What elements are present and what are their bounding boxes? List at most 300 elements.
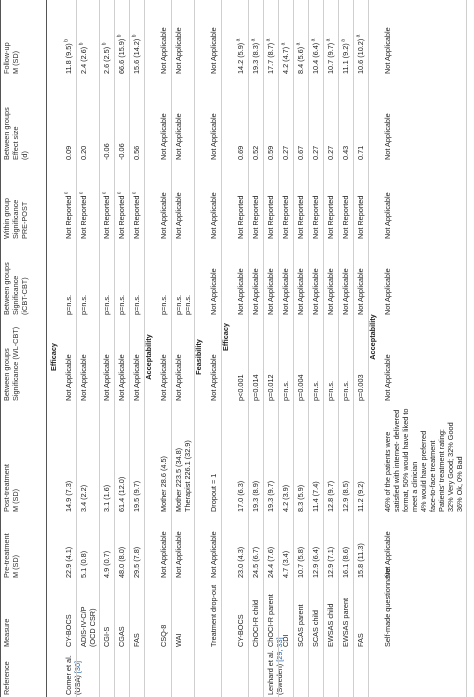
cell-line: Not Applicable xyxy=(383,268,392,315)
table-row xyxy=(171,0,194,697)
table-row xyxy=(61,0,76,697)
cell-line: 0.43 xyxy=(341,145,350,160)
cell-fu xyxy=(159,27,168,74)
footnote-marker: a xyxy=(310,38,317,43)
cell-line: 11.2 (9.2) xyxy=(356,481,365,512)
cell-line: Not Applicable xyxy=(174,354,183,401)
cell-line: Not Applicable xyxy=(64,354,73,401)
cell-line: p=0.012 xyxy=(266,374,275,401)
cell-line: Not Applicable xyxy=(236,268,245,315)
cell-wl xyxy=(296,374,305,401)
cell-line: ChOCI-R child xyxy=(251,599,260,647)
cell-fu xyxy=(296,43,305,74)
cell-line: 8.4 (5.6) $^a$ xyxy=(295,42,305,74)
section-label: Feasibility xyxy=(194,339,203,375)
cell-line: Not Applicable xyxy=(209,192,218,239)
footnote-marker: a xyxy=(340,39,347,44)
cell-fu xyxy=(251,39,260,74)
cell-line: face-to-face treatment xyxy=(428,440,437,512)
cell-line: p=n.s. xyxy=(183,294,192,315)
cell-line: Not Applicable xyxy=(281,268,290,315)
cell-line: 0.52 xyxy=(251,145,260,160)
cell-measure xyxy=(296,604,305,647)
cell-line: p=n.s. xyxy=(326,380,335,401)
cell-line: Not Reported xyxy=(236,195,245,239)
cell-line: 12.9 (8.5) xyxy=(341,480,350,512)
cell-line: Not Applicable xyxy=(356,268,365,315)
cell-line: 0.71 xyxy=(356,145,365,160)
header-within xyxy=(2,198,29,239)
cell-line: 16.1 (8.6) xyxy=(341,546,350,578)
cell-line: SCAS parent xyxy=(296,604,305,647)
table-row xyxy=(206,0,221,697)
table-row xyxy=(278,0,293,697)
reference-citation-link[interactable]: [30] xyxy=(73,660,82,674)
cell-fu xyxy=(132,35,141,74)
cell-line: 66.6 (15.9) $^b$ xyxy=(116,34,126,74)
header-line: M (SD) xyxy=(11,488,20,512)
cell-line: Not Applicable xyxy=(174,192,183,239)
cell-wl xyxy=(117,354,126,401)
cell-measure xyxy=(311,610,320,647)
cell-line: 17.7 (8.7) $^a$ xyxy=(265,38,275,74)
cell-line: Not Applicable xyxy=(209,113,218,160)
cell-es xyxy=(296,146,305,160)
cell-cbt xyxy=(64,295,73,315)
cell-wl xyxy=(209,354,218,401)
cell-line: FAS xyxy=(132,633,141,647)
cell-post xyxy=(64,481,73,512)
cell-pre xyxy=(79,551,88,578)
cell-line: Not Applicable xyxy=(383,531,392,578)
cell-line: 15.8 (11.3) xyxy=(356,543,365,578)
cell-line: Not Applicable xyxy=(383,27,392,74)
reference-name: Lenhard et al. xyxy=(266,650,275,695)
table-row xyxy=(233,0,248,697)
cell-within xyxy=(102,192,111,239)
cell-fu xyxy=(311,39,320,74)
cell-within xyxy=(356,196,365,239)
cell-fu xyxy=(266,39,275,74)
cell-line: p=n.s. xyxy=(159,294,168,315)
cell-line: 12.9 (7.1) xyxy=(326,546,335,578)
header-cbt xyxy=(2,262,29,315)
cell-cbt xyxy=(79,295,88,315)
cell-line: Not Applicable xyxy=(383,354,392,401)
cell-pre xyxy=(326,547,335,578)
header-line: Significance xyxy=(11,199,20,239)
cell-line: EWSAS parent xyxy=(341,597,350,647)
cell-wl xyxy=(64,354,73,401)
cell-es xyxy=(281,146,290,160)
footnote-marker: b xyxy=(101,42,108,47)
section-label: Acceptability xyxy=(368,314,377,360)
cell-measure xyxy=(159,625,168,647)
cell-line: -0.06 xyxy=(117,143,126,160)
header-line: Between groups xyxy=(2,262,11,315)
cell-line: Not Applicable xyxy=(311,268,320,315)
cell-post xyxy=(236,481,245,512)
cell-within xyxy=(64,192,73,239)
cell-line: 61.4 (12.0) xyxy=(117,476,126,512)
reference-citation-link[interactable]: [29, 33] xyxy=(275,637,284,662)
cell-fu xyxy=(236,39,245,74)
cell-within xyxy=(117,192,126,239)
row-separator xyxy=(466,0,467,697)
header-line: Follow-up xyxy=(2,42,11,74)
cell-line: SCAS child xyxy=(311,610,320,647)
cell-line: CSQ-8 xyxy=(159,624,168,647)
header-line: Effect size xyxy=(11,126,20,160)
cell-wl xyxy=(281,381,290,401)
cell-wl xyxy=(102,354,111,401)
cell-line: Not Applicable xyxy=(159,531,168,578)
cell-within xyxy=(236,196,245,239)
cell-within xyxy=(341,196,350,239)
header-reference xyxy=(2,661,11,695)
cell-es xyxy=(383,113,392,160)
section-heading xyxy=(221,0,232,697)
cell-measure xyxy=(132,633,141,647)
cell-line: 0.27 xyxy=(311,145,320,160)
header-wl xyxy=(2,327,20,401)
footnote-marker: b xyxy=(131,34,138,39)
footnote-marker: c xyxy=(131,191,138,196)
table-row xyxy=(248,0,263,697)
cell-post xyxy=(132,481,141,512)
cell-pre xyxy=(356,543,365,578)
cell-line: 19.3 (8.9) xyxy=(251,480,260,512)
cell-pre xyxy=(102,551,111,578)
cell-line: 3.4 (2.2) xyxy=(79,484,88,512)
cell-line: 17.0 (6.3) xyxy=(236,480,245,512)
table-row xyxy=(338,0,353,697)
cell-line: p=0.004 xyxy=(296,374,305,401)
cell-line: 10.7 (9.7) $^a$ xyxy=(325,38,335,74)
cell-line: 5.1 (0.8) xyxy=(79,550,88,578)
cell-post xyxy=(326,481,335,512)
cell-line: Mother 223.5 (34.8) xyxy=(174,447,183,512)
cell-wl xyxy=(383,354,392,401)
cell-line: 0.59 xyxy=(266,145,275,160)
cell-fu xyxy=(209,27,218,74)
cell-line: 4% would have preferred xyxy=(419,430,428,512)
cell-within xyxy=(174,192,183,239)
header-line: Within group xyxy=(2,198,11,239)
cell-line: 36% Ok, 0% Bad xyxy=(455,456,464,512)
cell-line: satisfied with internet- delivered xyxy=(392,409,401,512)
cell-line: Not Applicable xyxy=(383,113,392,160)
cell-measure xyxy=(341,598,350,647)
cell-pre xyxy=(266,547,275,578)
cell-line: 12.8 (9.7) xyxy=(326,480,335,512)
cell-line: Not Applicable xyxy=(251,268,260,315)
cell-fu xyxy=(102,43,111,74)
cell-line: 12.9 (6.4) xyxy=(311,546,320,578)
footnote-marker: b xyxy=(78,42,85,47)
cell-es xyxy=(102,143,111,160)
cell-post xyxy=(341,481,350,512)
cell-wl xyxy=(341,381,350,401)
header-fu xyxy=(2,42,20,74)
cell-within xyxy=(311,196,320,239)
cell-wl xyxy=(251,374,260,401)
cell-within xyxy=(383,192,392,239)
cell-measure xyxy=(356,633,365,647)
cell-line: p=0.014 xyxy=(251,374,260,401)
cell-line: Not Applicable xyxy=(159,192,168,239)
cell-wl xyxy=(356,374,365,401)
table-row xyxy=(380,0,466,697)
cell-line: Not Reported xyxy=(341,195,350,239)
cell-es xyxy=(341,146,350,160)
table-row xyxy=(129,0,144,697)
cell-line: 8.3 (5.9) xyxy=(296,484,305,512)
cell-wl xyxy=(132,354,141,401)
cell-pre xyxy=(236,547,245,578)
cell-line: 19.3 (8.3) $^a$ xyxy=(250,38,260,74)
cell-cbt xyxy=(266,268,275,315)
cell-line: EWSAS child xyxy=(326,603,335,647)
cell-wl xyxy=(79,354,88,401)
cell-measure xyxy=(102,627,111,647)
cell-line: Self-made questionnaire xyxy=(383,567,392,647)
cell-cbt xyxy=(341,268,350,315)
cell-line: 2.6 (2.5) $^b$ xyxy=(101,42,111,74)
cell-line: 0.20 xyxy=(79,145,88,160)
cell-es xyxy=(251,146,260,160)
cell-fu xyxy=(281,43,290,74)
cell-line: Not Applicable xyxy=(174,27,183,74)
cell-measure xyxy=(209,585,218,647)
cell-es xyxy=(236,146,245,160)
cell-line: 0.09 xyxy=(64,145,73,160)
cell-line: 11.4 (7.4) xyxy=(311,481,320,512)
cell-post xyxy=(209,474,218,512)
cell-line: Not Applicable xyxy=(209,27,218,74)
footnote-marker: a xyxy=(280,42,287,47)
cell-line: Not Reported xyxy=(266,195,275,239)
cell-line: 14.9 (7.3) xyxy=(64,480,73,512)
reference-origin: (Sweden) [29, 33] xyxy=(275,637,284,695)
cell-cbt xyxy=(174,295,192,315)
section-label: Acceptability xyxy=(144,334,153,380)
cell-post xyxy=(174,440,192,512)
footnote-marker: c xyxy=(63,191,70,196)
cell-pre xyxy=(159,531,168,578)
cell-line: p=n.s. xyxy=(341,380,350,401)
cell-within xyxy=(79,192,88,239)
cell-line: Not Applicable xyxy=(341,268,350,315)
cell-cbt xyxy=(132,295,141,315)
cell-line: Not Reported $^c$ xyxy=(101,191,111,239)
cell-line: 4.2 (3.9) xyxy=(281,484,290,512)
cell-line: 0.27 xyxy=(281,145,290,160)
cell-within xyxy=(251,196,260,239)
cell-cbt xyxy=(356,268,365,315)
cell-line: 0.27 xyxy=(326,145,335,160)
cell-post xyxy=(251,481,260,512)
header-es xyxy=(2,107,29,160)
cell-within xyxy=(281,196,290,239)
table-row xyxy=(353,0,368,697)
cell-cbt xyxy=(251,268,260,315)
cell-line: 15.6 (14.2) $^b$ xyxy=(131,34,141,74)
cell-within xyxy=(326,196,335,239)
cell-measure xyxy=(64,614,73,647)
cell-line: Not Reported $^c$ xyxy=(63,191,73,239)
cell-line: Patients' treatment rating: xyxy=(437,429,446,512)
cell-line: Not Applicable xyxy=(209,268,218,315)
cell-line: Not Applicable xyxy=(326,268,335,315)
cell-line: 19.5 (9.7) xyxy=(132,480,141,512)
cell-pre xyxy=(117,547,126,578)
cell-line: Not Applicable xyxy=(209,531,218,578)
cell-line: 23.0 (4.3) xyxy=(236,546,245,578)
cell-line: Not Applicable xyxy=(79,354,88,401)
cell-wl xyxy=(311,381,320,401)
header-line: M (SD) xyxy=(11,50,20,74)
cell-post xyxy=(79,485,88,512)
cell-line: 0.69 xyxy=(236,145,245,160)
section-heading xyxy=(368,0,379,697)
cell-es xyxy=(356,146,365,160)
footnote-marker: c xyxy=(101,191,108,196)
cell-line: 4.7 (3.4) xyxy=(281,550,290,578)
cell-es xyxy=(117,143,126,160)
cell-post xyxy=(281,485,290,512)
cell-within xyxy=(159,192,168,239)
table-row xyxy=(99,0,114,697)
cell-cbt xyxy=(209,268,218,315)
cell-pre xyxy=(296,547,305,578)
cell-post xyxy=(159,456,168,512)
cell-line: 32% Very Good; 32% Good xyxy=(446,422,455,512)
cell-line: 11.8 (9.5) $^b$ xyxy=(63,39,73,74)
cell-line: CGAS xyxy=(117,626,126,647)
header-line: Significance xyxy=(11,275,20,315)
cell-post xyxy=(383,409,464,512)
cell-line: Not Applicable xyxy=(383,192,392,239)
cell-fu xyxy=(341,39,350,74)
cell-cbt xyxy=(326,268,335,315)
cell-line: Not Applicable xyxy=(174,531,183,578)
cell-line: (OCD CSR) xyxy=(88,608,97,647)
cell-line: Not Applicable xyxy=(159,354,168,401)
header-pre xyxy=(2,533,20,578)
cell-line: p=n.s. xyxy=(311,380,320,401)
cell-es xyxy=(174,113,183,160)
cell-within xyxy=(132,192,141,239)
footnote-marker: a xyxy=(265,38,272,43)
header-line: Significance (WL-CBT) xyxy=(11,326,20,401)
cell-line: CY-BOCS xyxy=(236,614,245,647)
cell-line: ADIS-IV-C/P xyxy=(79,606,88,647)
table-row xyxy=(114,0,129,697)
cell-es xyxy=(311,146,320,160)
cell-line: Not Applicable xyxy=(117,354,126,401)
cell-line: Not Applicable xyxy=(159,27,168,74)
cell-line: 14.2 (5.9) $^a$ xyxy=(235,38,245,74)
cell-line: 29.5 (7.8) xyxy=(132,546,141,578)
header-measure xyxy=(2,619,11,647)
cell-es xyxy=(326,146,335,160)
header-line: (d) xyxy=(20,151,29,160)
cell-line: Not Reported xyxy=(356,195,365,239)
cell-pre xyxy=(281,551,290,578)
reference-name: Comer et al. xyxy=(64,655,73,695)
cell-line: p=n.s. xyxy=(117,294,126,315)
cell-line: 4.9 (0.7) xyxy=(102,550,111,578)
cell-measure xyxy=(174,633,183,647)
footnote-marker: a xyxy=(325,38,332,43)
cell-pre xyxy=(311,547,320,578)
cell-line: Not Reported $^c$ xyxy=(131,191,141,239)
cell-line: Not Applicable xyxy=(174,113,183,160)
footnote-marker: a xyxy=(250,38,257,43)
cell-cbt xyxy=(311,268,320,315)
cell-line: 10.7 (5.8) xyxy=(296,546,305,578)
cell-line: Dropout = 1 xyxy=(209,473,218,512)
cell-line: 22.9 (4.1) xyxy=(64,546,73,578)
table-row xyxy=(263,0,278,697)
cell-wl xyxy=(159,354,168,401)
cell-line: Treatment drop-out xyxy=(209,584,218,647)
footnote-marker: b xyxy=(63,39,70,44)
cell-wl xyxy=(236,374,245,401)
footnote-marker: c xyxy=(116,191,123,196)
cell-cbt xyxy=(102,295,111,315)
footnote-marker: a xyxy=(295,42,302,47)
cell-cbt xyxy=(296,268,305,315)
cell-es xyxy=(209,113,218,160)
cell-cbt xyxy=(281,268,290,315)
section-heading xyxy=(49,0,60,697)
cell-line: 4.2 (4.7) $^a$ xyxy=(280,42,290,74)
cell-post xyxy=(311,481,320,512)
cell-line: Not Reported $^c$ xyxy=(78,191,88,239)
cell-line: Not Applicable xyxy=(266,268,275,315)
cell-line: p=n.s. xyxy=(281,380,290,401)
cell-post xyxy=(266,481,275,512)
cell-measure xyxy=(281,634,290,647)
cell-measure xyxy=(251,600,260,647)
header-line: M (SD) xyxy=(11,554,20,578)
header-post xyxy=(2,464,20,512)
cell-line: CY-BOCS xyxy=(64,614,73,647)
header-line: Pre-treatment xyxy=(2,533,11,578)
cell-line: p=n.s. xyxy=(79,294,88,315)
cell-cbt xyxy=(383,268,392,315)
cell-line: Not Applicable xyxy=(132,354,141,401)
cell-line: Not Reported xyxy=(281,195,290,239)
cell-line: Not Applicable xyxy=(209,354,218,401)
cell-line: Not Reported xyxy=(296,195,305,239)
cell-pre xyxy=(383,531,392,578)
cell-pre xyxy=(174,531,183,578)
cell-line: Not Reported $^c$ xyxy=(116,191,126,239)
cell-cbt xyxy=(236,268,245,315)
table-row xyxy=(308,0,323,697)
cell-measure xyxy=(117,626,126,647)
cell-line: CDI xyxy=(281,634,290,647)
cell-wl xyxy=(266,374,275,401)
table-header-rule xyxy=(46,0,47,697)
cell-line: p=n.s. xyxy=(64,294,73,315)
footnote-marker: a xyxy=(355,34,362,39)
header-line: (iCBT-CBT) xyxy=(20,277,29,315)
header-line: Measure xyxy=(2,618,11,647)
